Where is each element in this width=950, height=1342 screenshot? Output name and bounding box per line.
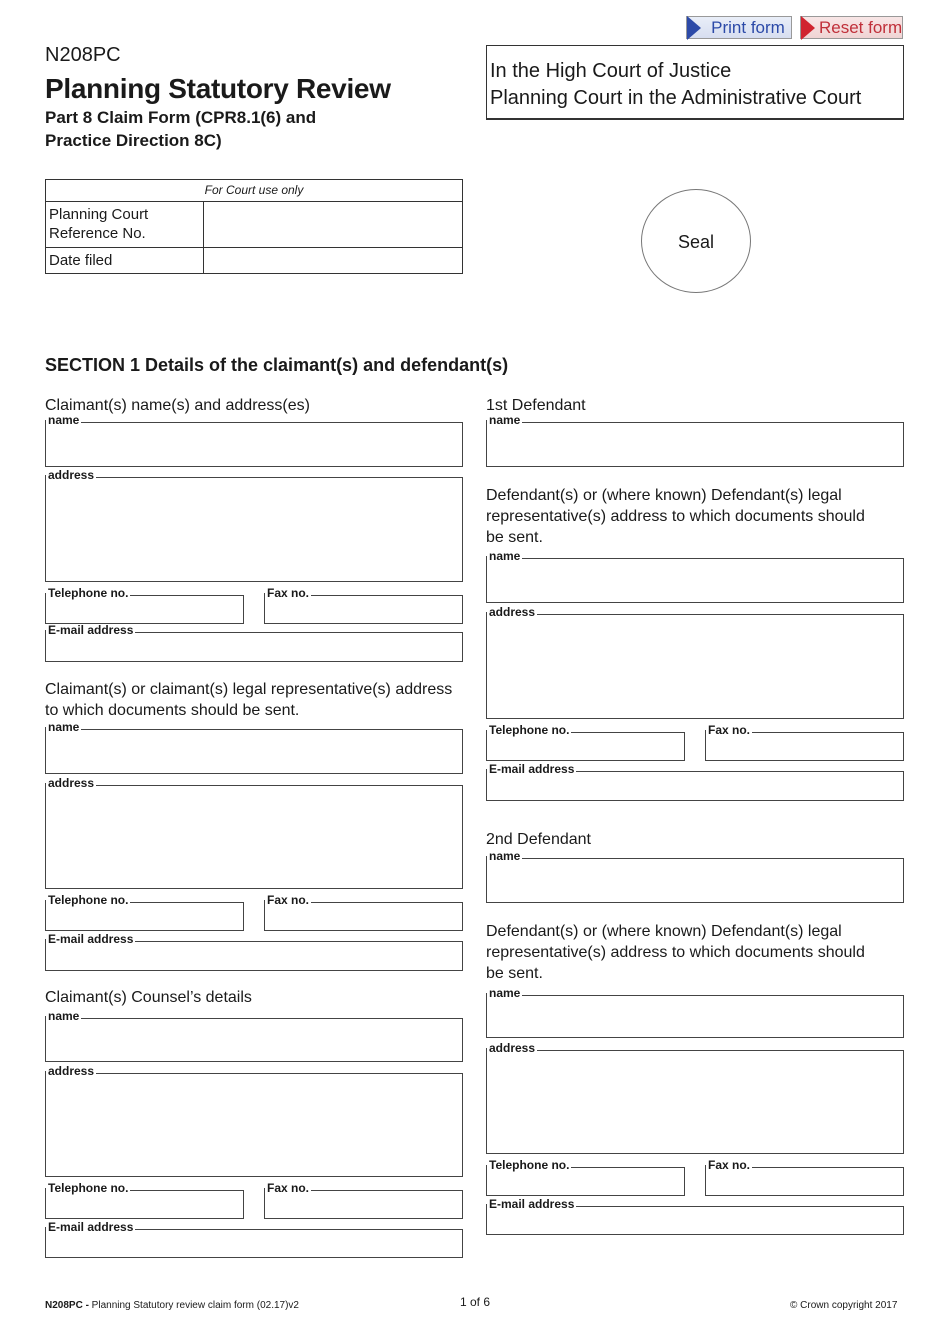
claimant-telephone-input[interactable] <box>46 596 243 623</box>
name-label: name <box>45 721 81 734</box>
defendant2-rep-fax-input[interactable] <box>706 1168 903 1195</box>
page-subtitle: Part 8 Claim Form (CPR8.1(6) and Practice Direction 8C) <box>45 108 317 150</box>
fax-label: Fax no. <box>705 1159 752 1172</box>
claimant-rep-fax-input[interactable] <box>265 903 462 930</box>
print-form-label: Print form <box>711 18 785 37</box>
defendant1-rep-name-field[interactable] <box>486 549 904 603</box>
claimant-rep-email-field[interactable] <box>45 932 463 971</box>
claimant-name-field[interactable] <box>45 413 463 467</box>
defendant1-heading: 1st Defendant <box>486 397 586 414</box>
claimant-rep-address-field[interactable] <box>45 776 463 889</box>
address-label: address <box>45 777 96 790</box>
claimant-telephone-field[interactable] <box>45 586 244 624</box>
counsel-telephone-input[interactable] <box>46 1191 243 1218</box>
email-label: E-mail address <box>45 624 135 637</box>
defendant2-rep-telephone-field[interactable] <box>486 1158 685 1196</box>
address-label: address <box>486 1042 537 1055</box>
fax-label: Fax no. <box>264 587 311 600</box>
claimant-rep-heading: Claimant(s) or claimant(s) legal representative(s) address to which documents should be sent. <box>45 681 453 719</box>
fax-label: Fax no. <box>264 894 311 907</box>
footer-description: Planning Statutory review claim form (02.17)v2 <box>88 1300 299 1311</box>
address-label: address <box>45 1065 96 1078</box>
claimant-rep-telephone-input[interactable] <box>46 903 243 930</box>
defendant1-name-field[interactable] <box>486 413 904 467</box>
defendant1-rep-email-input[interactable] <box>487 772 903 800</box>
defendant1-rep-heading: Defendant(s) or (where known) Defendant(s) legal representative(s) address to which documents should be sent. <box>486 487 865 546</box>
telephone-label: Telephone no. <box>45 587 130 600</box>
claimant-rep-fax-field[interactable] <box>264 893 463 931</box>
email-label: E-mail address <box>45 933 135 946</box>
address-label: address <box>486 606 537 619</box>
name-label: name <box>486 850 522 863</box>
date-filed-label: Date filed <box>46 248 204 273</box>
reset-icon <box>801 16 815 40</box>
defendant2-rep-fax-field[interactable] <box>705 1158 904 1196</box>
telephone-label: Telephone no. <box>486 1159 571 1172</box>
defendant1-name-input[interactable] <box>487 423 903 466</box>
fax-label: Fax no. <box>264 1182 311 1195</box>
defendant2-rep-heading: Defendant(s) or (where known) Defendant(s) legal representative(s) address to which documents should be sent. <box>486 923 865 982</box>
defendant2-rep-telephone-input[interactable] <box>487 1168 684 1195</box>
claimant-rep-email-input[interactable] <box>46 942 462 970</box>
address-label: address <box>45 469 96 482</box>
telephone-label: Telephone no. <box>486 724 571 737</box>
page-title: Planning Statutory Review <box>45 73 391 104</box>
defendant2-name-field[interactable] <box>486 849 904 903</box>
email-label: E-mail address <box>486 1198 576 1211</box>
defendant2-rep-address-field[interactable] <box>486 1041 904 1154</box>
claimant-name-input[interactable] <box>46 423 462 466</box>
name-label: name <box>45 1010 81 1023</box>
claimant-address-field[interactable] <box>45 468 463 582</box>
counsel-telephone-field[interactable] <box>45 1181 244 1219</box>
defendant2-rep-name-field[interactable] <box>486 986 904 1038</box>
counsel-email-input[interactable] <box>46 1230 462 1257</box>
court-use-heading: For Court use only <box>46 180 462 202</box>
defendant2-rep-email-field[interactable] <box>486 1197 904 1235</box>
print-form-button[interactable] <box>686 16 792 39</box>
telephone-label: Telephone no. <box>45 894 130 907</box>
defendant1-rep-telephone-input[interactable] <box>487 733 684 760</box>
counsel-name-input[interactable] <box>46 1019 462 1061</box>
court-line-1: In the High Court of Justice <box>490 60 732 82</box>
name-label: name <box>45 414 81 427</box>
defendant1-rep-address-input[interactable] <box>487 615 903 718</box>
defendant1-rep-fax-input[interactable] <box>706 733 903 760</box>
copyright: © Crown copyright 2017 <box>790 1300 898 1311</box>
footer-code: N208PC - <box>45 1300 89 1311</box>
telephone-label: Telephone no. <box>45 1182 130 1195</box>
claimant-rep-name-field[interactable] <box>45 720 463 774</box>
name-label: name <box>486 987 522 1000</box>
court-use-table <box>45 179 463 274</box>
defendant2-name-input[interactable] <box>487 859 903 902</box>
claimant-email-input[interactable] <box>46 633 462 661</box>
counsel-fax-input[interactable] <box>265 1191 462 1218</box>
fax-label: Fax no. <box>705 724 752 737</box>
email-label: E-mail address <box>45 1221 135 1234</box>
email-label: E-mail address <box>486 763 576 776</box>
claimant-address-input[interactable] <box>46 478 462 581</box>
counsel-address-field[interactable] <box>45 1064 463 1177</box>
counsel-email-field[interactable] <box>45 1220 463 1258</box>
claimant-rep-address-input[interactable] <box>46 786 462 888</box>
court-use-row <box>46 248 462 273</box>
defendant1-rep-email-field[interactable] <box>486 762 904 801</box>
date-filed-value <box>204 248 462 273</box>
counsel-address-input[interactable] <box>46 1074 462 1176</box>
counsel-fax-field[interactable] <box>264 1181 463 1219</box>
court-line-2: Planning Court in the Administrative Court <box>490 87 862 109</box>
defendant1-rep-telephone-field[interactable] <box>486 723 685 761</box>
counsel-name-field[interactable] <box>45 1009 463 1062</box>
name-label: name <box>486 550 522 563</box>
claimant-fax-input[interactable] <box>265 596 462 623</box>
claimant-heading: Claimant(s) name(s) and address(es) <box>45 397 310 414</box>
court-name-box <box>486 45 904 120</box>
defendant2-rep-email-input[interactable] <box>487 1207 903 1234</box>
defendant2-heading: 2nd Defendant <box>486 831 591 848</box>
defendant1-rep-fax-field[interactable] <box>705 723 904 761</box>
defendant2-rep-address-input[interactable] <box>487 1051 903 1153</box>
reference-label: Planning Court Reference No. <box>46 202 204 247</box>
section-1-title: SECTION 1 Details of the claimant(s) and defendant(s) <box>45 355 509 375</box>
form-code: N208PC <box>45 44 121 66</box>
reset-form-button[interactable] <box>800 16 903 39</box>
print-icon <box>687 16 701 40</box>
reset-form-label: Reset form <box>819 18 903 37</box>
defendant1-rep-address-field[interactable] <box>486 605 904 719</box>
name-label: name <box>486 414 522 427</box>
defendant1-rep-name-input[interactable] <box>487 559 903 602</box>
seal: Seal <box>641 189 751 293</box>
court-use-row <box>46 202 462 248</box>
footer-form-reference <box>45 1300 299 1311</box>
reference-value <box>204 202 462 247</box>
claimant-fax-field[interactable] <box>264 586 463 624</box>
claimant-rep-telephone-field[interactable] <box>45 893 244 931</box>
defendant2-rep-name-input[interactable] <box>487 996 903 1037</box>
counsel-heading: Claimant(s) Counsel’s details <box>45 989 252 1006</box>
claimant-email-field[interactable] <box>45 623 463 662</box>
claimant-rep-name-input[interactable] <box>46 730 462 773</box>
page-number: 1 of 6 <box>460 1295 491 1309</box>
